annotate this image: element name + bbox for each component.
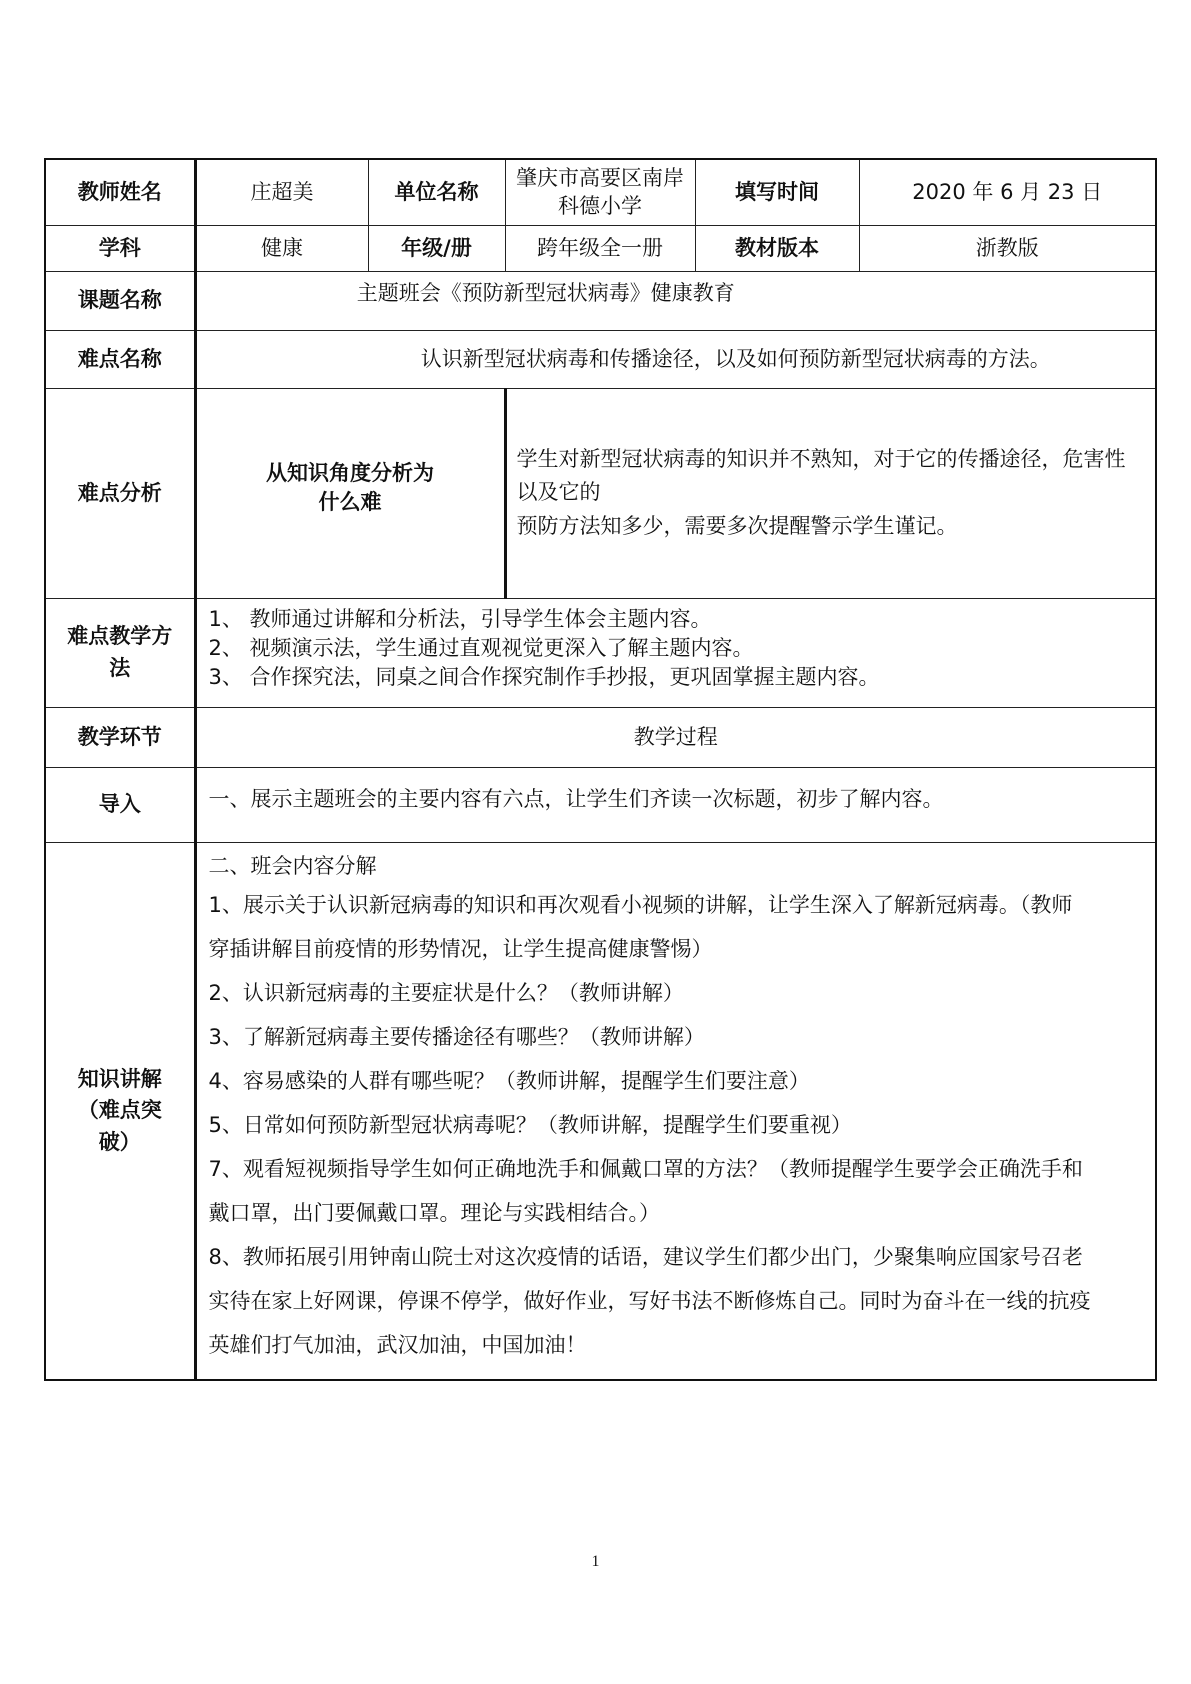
grade-value: 跨年级全一册	[505, 225, 695, 271]
textbook-value: 浙教版	[859, 225, 1156, 271]
unit-label: 单位名称	[368, 159, 505, 225]
knowledge-line: 穿插讲解目前疫情的形势情况，让学生提高健康警惕）	[208, 936, 713, 961]
knowledge-line: 5、日常如何预防新型冠状病毒呢？（教师讲解，提醒学生们要重视）	[208, 1112, 852, 1137]
knowledge-line: 8、教师拓展引用钟南山院士对这次疫情的话语，建议学生们都少出门，少聚集响应国家号召老	[208, 1244, 1083, 1269]
topic-row	[45, 271, 1156, 330]
page-number: 1	[591, 1553, 600, 1570]
analysis-row	[45, 388, 1156, 598]
topic-label: 课题名称	[45, 271, 195, 330]
grade-label: 年级/册	[368, 225, 505, 271]
knowledge-label-line1: 知识讲解	[77, 1066, 162, 1091]
method-item: 2、 视频演示法，学生通过直观视觉更深入了解主题内容。	[208, 635, 754, 660]
analysis-text-line1: 学生对新型冠状病毒的知识并不熟知，对于它的传播途径，危害性以及它的	[516, 446, 1126, 505]
topic-text: 主题班会《预防新型冠状病毒》健康教育	[356, 280, 735, 305]
process-header-row	[45, 707, 1156, 767]
method-label	[45, 598, 195, 707]
knowledge-row	[45, 842, 1156, 1380]
subject-row	[45, 225, 1156, 271]
knowledge-line: 1、展示关于认识新冠病毒的知识和再次观看小视频的讲解，让学生深入了解新冠病毒。（教师	[208, 892, 1073, 917]
analysis-sublabel-line1: 从知识角度分析为	[266, 460, 434, 485]
intro-row	[45, 767, 1156, 842]
knowledge-label-line2: （难点突	[77, 1098, 162, 1122]
fill-time-value: 2020 年 6 月 23 日	[859, 159, 1156, 225]
unit-value	[505, 159, 695, 225]
unit-value-line2: 科德小学	[558, 194, 642, 219]
fill-time-label: 填写时间	[695, 159, 859, 225]
knowledge-line: 英雄们打气加油，武汉加油，中国加油！	[208, 1332, 587, 1357]
topic-value	[195, 271, 1156, 330]
knowledge-line: 7、观看短视频指导学生如何正确地洗手和佩戴口罩的方法？（教师提醒学生要学会正确洗手和	[208, 1156, 1083, 1181]
method-label-line2: 法	[109, 655, 131, 680]
difficulty-text: 认识新型冠状病毒和传播途径，以及如何预防新型冠状病毒的方法。	[420, 346, 1051, 371]
lesson-plan-table	[44, 158, 1157, 1381]
difficulty-row	[45, 330, 1156, 388]
analysis-text	[505, 388, 1156, 598]
analysis-sublabel	[195, 388, 505, 598]
knowledge-line: 实待在家上好网课，停课不停学，做好作业，写好书法不断修炼自己。同时为奋斗在一线的抗疫	[208, 1288, 1091, 1313]
process-label: 教学环节	[45, 707, 195, 767]
process-value: 教学过程	[195, 707, 1156, 767]
unit-value-line1: 肇庆市高要区南岸	[516, 165, 684, 190]
method-label-line1: 难点教学方	[67, 624, 173, 648]
knowledge-line: 二、班会内容分解	[208, 853, 377, 878]
knowledge-line: 2、认识新冠病毒的主要症状是什么？（教师讲解）	[208, 980, 684, 1005]
textbook-label: 教材版本	[695, 225, 859, 271]
teacher-name-value: 庄超美	[195, 159, 368, 225]
knowledge-line: 3、了解新冠病毒主要传播途径有哪些？（教师讲解）	[208, 1024, 705, 1049]
knowledge-line: 戴口罩，出门要佩戴口罩。理论与实践相结合。）	[208, 1200, 660, 1225]
teacher-name-label: 教师姓名	[45, 159, 195, 225]
intro-label: 导入	[45, 767, 195, 842]
difficulty-label: 难点名称	[45, 330, 195, 388]
subject-label: 学科	[45, 225, 195, 271]
analysis-sublabel-line2: 什么难	[318, 489, 382, 514]
method-item: 3、 合作探究法，同桌之间合作探究制作手抄报，更巩固掌握主题内容。	[208, 665, 880, 690]
method-row	[45, 598, 1156, 707]
difficulty-value	[195, 330, 1156, 388]
subject-value: 健康	[195, 225, 368, 271]
header-row	[45, 159, 1156, 225]
method-list	[195, 598, 1156, 707]
knowledge-label	[45, 842, 195, 1380]
knowledge-label-line3: 破）	[98, 1129, 141, 1154]
analysis-label: 难点分析	[45, 388, 195, 598]
intro-value: 一、展示主题班会的主要内容有六点，让学生们齐读一次标题，初步了解内容。	[195, 767, 1156, 842]
analysis-text-line2: 预防方法知多少，需要多次提醒警示学生谨记。	[516, 513, 958, 538]
knowledge-line: 4、容易感染的人群有哪些呢？（教师讲解，提醒学生们要注意）	[208, 1068, 810, 1093]
method-item: 1、 教师通过讲解和分析法，引导学生体会主题内容。	[208, 606, 712, 631]
knowledge-content	[195, 842, 1156, 1380]
